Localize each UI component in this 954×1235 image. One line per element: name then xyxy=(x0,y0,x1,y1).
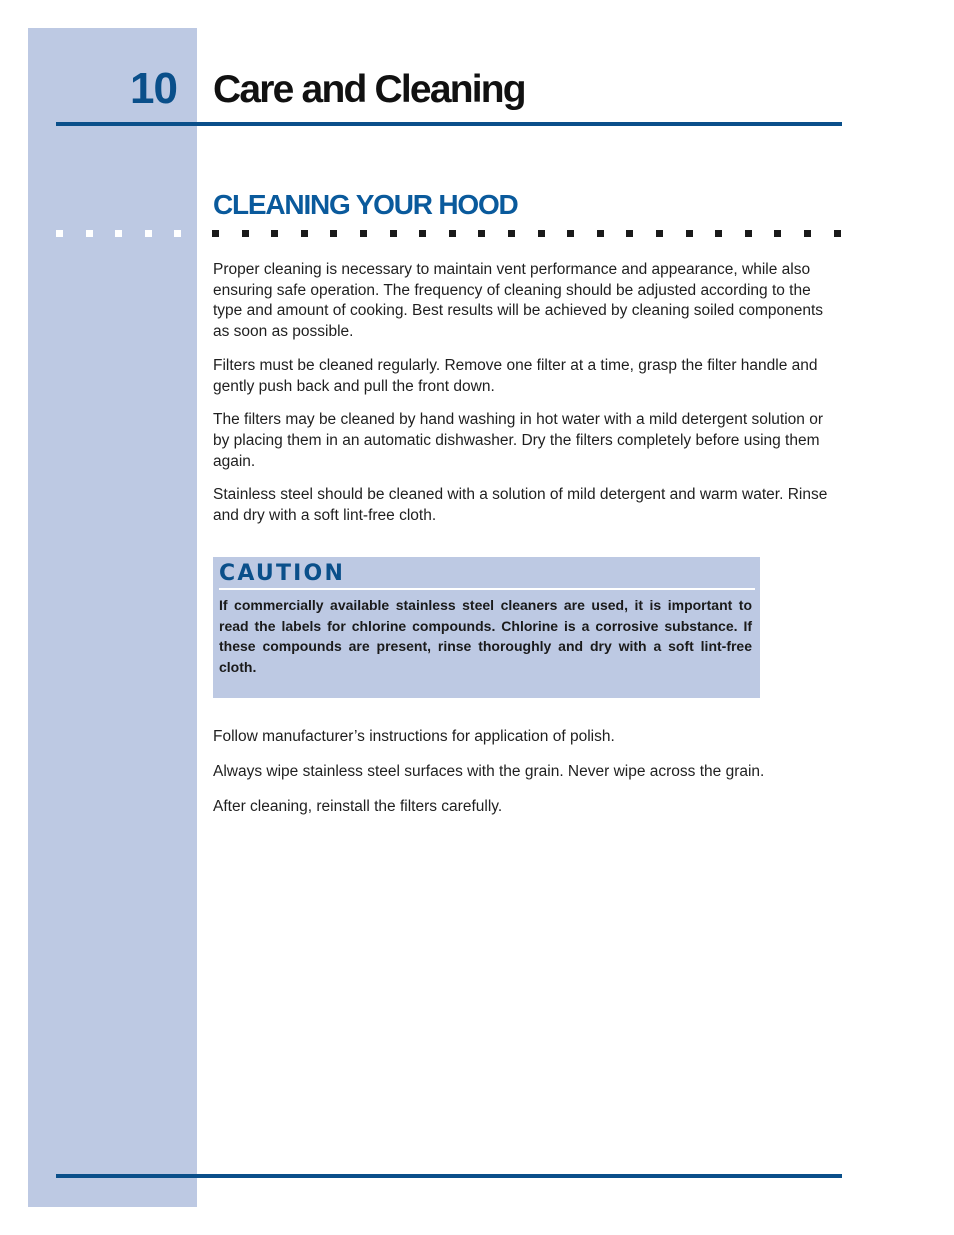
body-text-before xyxy=(213,260,843,540)
divider-dot xyxy=(301,230,308,237)
paragraph: The filters may be cleaned by hand washing in hot water with a mild detergent solution or by placing them in an automatic dishwasher. Dry the filters completely before using them again. xyxy=(213,411,824,470)
section-heading: CLEANING YOUR HOOD xyxy=(213,189,518,220)
caution-rule xyxy=(219,588,755,590)
divider-dot xyxy=(115,230,122,237)
divider-dot xyxy=(86,230,93,237)
divider-dot xyxy=(774,230,781,237)
divider-dot xyxy=(242,230,249,237)
divider-dot xyxy=(508,230,515,237)
divider-dot xyxy=(212,230,219,237)
caution-text: If commercially available stainless steel cleaners are used, it is important to read the labels for chlorine compounds. Chlorine is a corrosive substance. If these compounds are present, rinse thoroughly and dry with a soft lint-free cloth. xyxy=(219,597,752,676)
divider-dot xyxy=(745,230,752,237)
divider-dot xyxy=(390,230,397,237)
paragraph: Proper cleaning is necessary to maintain vent performance and appearance, while also ensuring safe operation. The frequency of cleaning should be adjusted according to the type and amount of cooking. Best results will be achieved by cleaning soiled components as soon as possible. xyxy=(213,261,824,341)
divider-dot xyxy=(804,230,811,237)
header-rule xyxy=(56,122,842,126)
paragraph: Stainless steel should be cleaned with a solution of mild detergent and warm water. Rinse and dry with a soft lint-free cloth. xyxy=(213,486,828,525)
divider-dot xyxy=(597,230,604,237)
page-title: Care and Cleaning xyxy=(213,68,525,111)
footer-rule xyxy=(56,1174,842,1178)
dotted-divider-right xyxy=(212,230,846,238)
divider-dot xyxy=(686,230,693,237)
page-number: 10 xyxy=(130,64,177,113)
divider-dot xyxy=(449,230,456,237)
paragraph: Filters must be cleaned regularly. Remove one filter at a time, grasp the filter handle and gently push back and pull the front down. xyxy=(213,356,818,395)
caution-box xyxy=(213,557,760,698)
divider-dot xyxy=(271,230,278,237)
divider-dot xyxy=(656,230,663,237)
divider-dot xyxy=(715,230,722,237)
divider-dot xyxy=(834,230,841,237)
divider-dot xyxy=(626,230,633,237)
divider-dot xyxy=(538,230,545,237)
paragraph: After cleaning, reinstall the filters carefully. xyxy=(213,798,503,815)
divider-dot xyxy=(419,230,426,237)
divider-dot xyxy=(478,230,485,237)
divider-dot xyxy=(174,230,181,237)
dotted-divider-left xyxy=(56,230,188,238)
paragraph: Follow manufacturer’s instructions for application of polish. xyxy=(213,728,615,745)
divider-dot xyxy=(567,230,574,237)
sidebar-panel xyxy=(28,28,197,1207)
divider-dot xyxy=(330,230,337,237)
divider-dot xyxy=(145,230,152,237)
divider-dot xyxy=(360,230,367,237)
body-text-after xyxy=(213,727,843,832)
divider-dot xyxy=(56,230,63,237)
paragraph: Always wipe stainless steel surfaces with the grain. Never wipe across the grain. xyxy=(213,763,765,780)
caution-title: CAUTION xyxy=(219,561,346,586)
